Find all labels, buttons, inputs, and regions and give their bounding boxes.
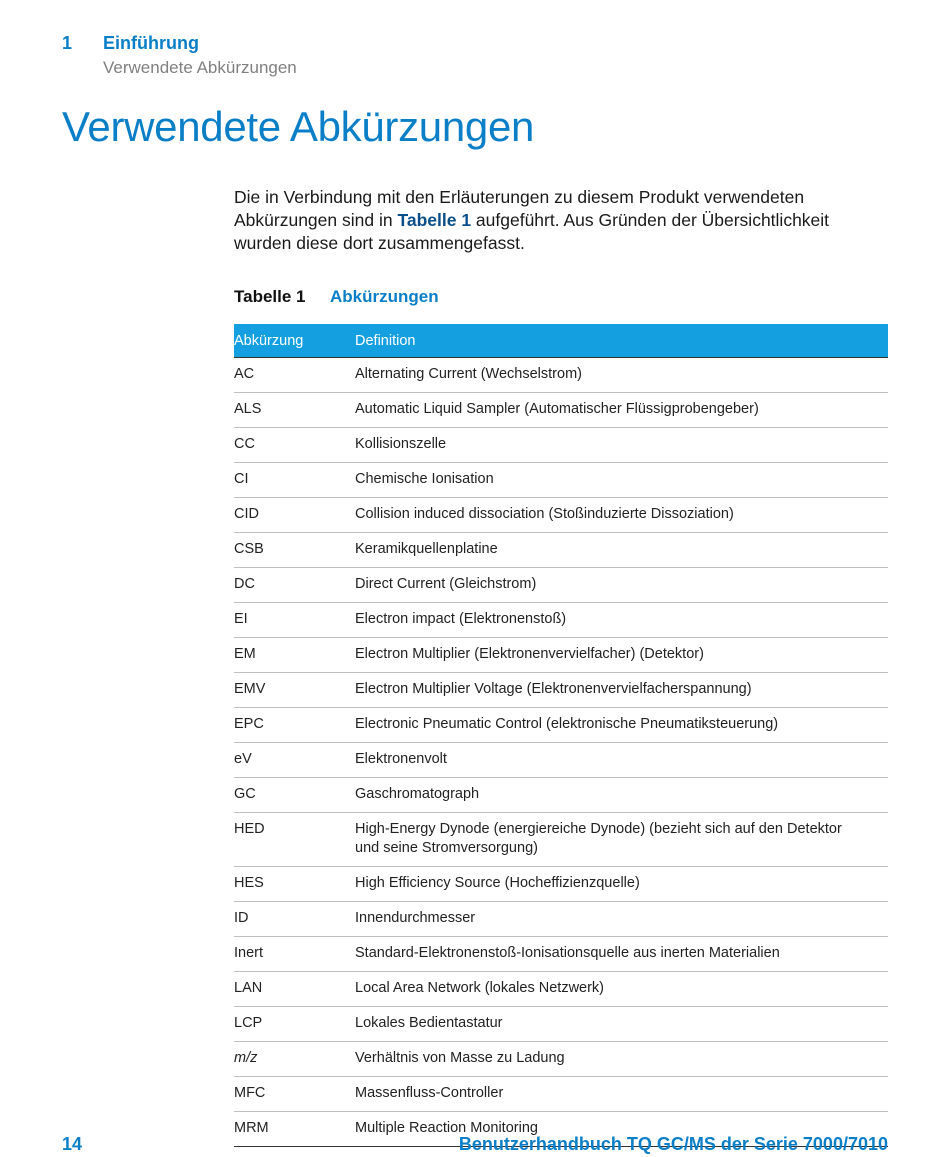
table-caption <box>234 287 439 307</box>
definition-cell: Gaschromatograph <box>355 778 888 813</box>
intro-text-before: Die in Verbindung mit den Erläuterungen zu diesem Produkt verwendeten Abkürzungen sind in <box>234 187 805 230</box>
table-label: Tabelle 1 <box>234 287 306 306</box>
definition-cell: Direct Current (Gleichstrom) <box>355 568 888 603</box>
definition-cell: Collision induced dissociation (Stoßinduzierte Dissoziation) <box>355 498 888 533</box>
definition-cell: Standard-Elektronenstoß-Ionisationsquelle aus inerten Materialien <box>355 937 888 972</box>
abbreviation-cell: Inert <box>234 937 355 972</box>
table-row <box>234 937 888 972</box>
abbreviation-cell: HES <box>234 867 355 902</box>
abbreviation-cell: GC <box>234 778 355 813</box>
abbreviation-cell: eV <box>234 743 355 778</box>
definition-cell: Kollisionszelle <box>355 428 888 463</box>
table-row <box>234 463 888 498</box>
table-row <box>234 603 888 638</box>
definition-cell: Automatic Liquid Sampler (Automatischer Flüssigprobengeber) <box>355 393 888 428</box>
abbreviation-cell: ID <box>234 902 355 937</box>
table-row <box>234 1077 888 1112</box>
definition-cell: Local Area Network (lokales Netzwerk) <box>355 972 888 1007</box>
document-title: Benutzerhandbuch TQ GC/MS der Serie 7000/7010 <box>458 1134 888 1154</box>
abbreviation-cell: MRM <box>234 1112 355 1147</box>
column-header-definition: Definition <box>355 324 888 358</box>
table-row <box>234 743 888 778</box>
table-row <box>234 673 888 708</box>
column-header-abbreviation: Abkürzung <box>234 324 355 358</box>
table-row <box>234 867 888 902</box>
section-breadcrumb: Verwendete Abkürzungen <box>103 58 297 77</box>
table-header-row <box>234 324 888 358</box>
table-row <box>234 638 888 673</box>
abbreviation-cell: MFC <box>234 1077 355 1112</box>
table-row <box>234 1042 888 1077</box>
chapter-heading <box>62 33 199 54</box>
abbreviation-cell: CSB <box>234 533 355 568</box>
abbreviation-cell: DC <box>234 568 355 603</box>
table-row <box>234 498 888 533</box>
table-reference-link[interactable]: Tabelle 1 <box>397 210 472 230</box>
intro-text-after: aufgeführt. Aus Gründen der Übersichtlichkeit wurden diese dort zusammengefasst. <box>234 210 830 253</box>
abbreviation-cell: AC <box>234 358 355 393</box>
definition-cell: Innendurchmesser <box>355 902 888 937</box>
abbreviations-table <box>234 324 888 1147</box>
abbreviation-cell: HED <box>234 813 355 867</box>
page-number: 14 <box>62 1134 83 1154</box>
abbreviation-cell: CID <box>234 498 355 533</box>
table-row <box>234 902 888 937</box>
definition-cell: Keramikquellenplatine <box>355 533 888 568</box>
table-row <box>234 813 888 867</box>
definition-cell: Chemische Ionisation <box>355 463 888 498</box>
table-row <box>234 428 888 463</box>
table-row <box>234 533 888 568</box>
table-title: Abkürzungen <box>330 287 439 306</box>
abbreviation-cell: LAN <box>234 972 355 1007</box>
abbreviation-cell: CI <box>234 463 355 498</box>
definition-cell: Electronic Pneumatic Control (elektronische Pneumatiksteuerung) <box>355 708 888 743</box>
chapter-number: 1 <box>62 33 73 53</box>
abbreviation-cell: EPC <box>234 708 355 743</box>
definition-cell: Lokales Bedientastatur <box>355 1007 888 1042</box>
abbreviation-cell: ALS <box>234 393 355 428</box>
definition-cell: Electron Multiplier Voltage (Elektronenvervielfacherspannung) <box>355 673 888 708</box>
table-row <box>234 1007 888 1042</box>
abbreviation-cell: EM <box>234 638 355 673</box>
definition-cell: High-Energy Dynode (energiereiche Dynode) (bezieht sich auf den Detektor und seine Stromversorgung) <box>355 813 888 867</box>
abbreviation-cell: CC <box>234 428 355 463</box>
abbreviation-cell: m/z <box>234 1042 355 1077</box>
intro-paragraph <box>234 186 884 255</box>
abbreviation-cell: EI <box>234 603 355 638</box>
chapter-title: Einführung <box>103 33 199 53</box>
definition-cell: Electron impact (Elektronenstoß) <box>355 603 888 638</box>
table-row <box>234 568 888 603</box>
definition-cell: Multiple Reaction Monitoring <box>355 1112 888 1147</box>
table-row <box>234 358 888 393</box>
definition-cell: Elektronenvolt <box>355 743 888 778</box>
abbreviation-cell: LCP <box>234 1007 355 1042</box>
table-row <box>234 778 888 813</box>
definition-cell: Verhältnis von Masse zu Ladung <box>355 1042 888 1077</box>
abbreviation-cell: EMV <box>234 673 355 708</box>
definition-cell: High Efficiency Source (Hocheffizienzquelle) <box>355 867 888 902</box>
table-row <box>234 972 888 1007</box>
table-row <box>234 393 888 428</box>
table-row <box>234 708 888 743</box>
definition-cell: Alternating Current (Wechselstrom) <box>355 358 888 393</box>
definition-cell: Electron Multiplier (Elektronenvervielfacher) (Detektor) <box>355 638 888 673</box>
page-title: Verwendete Abkürzungen <box>62 103 535 150</box>
definition-cell: Massenfluss-Controller <box>355 1077 888 1112</box>
